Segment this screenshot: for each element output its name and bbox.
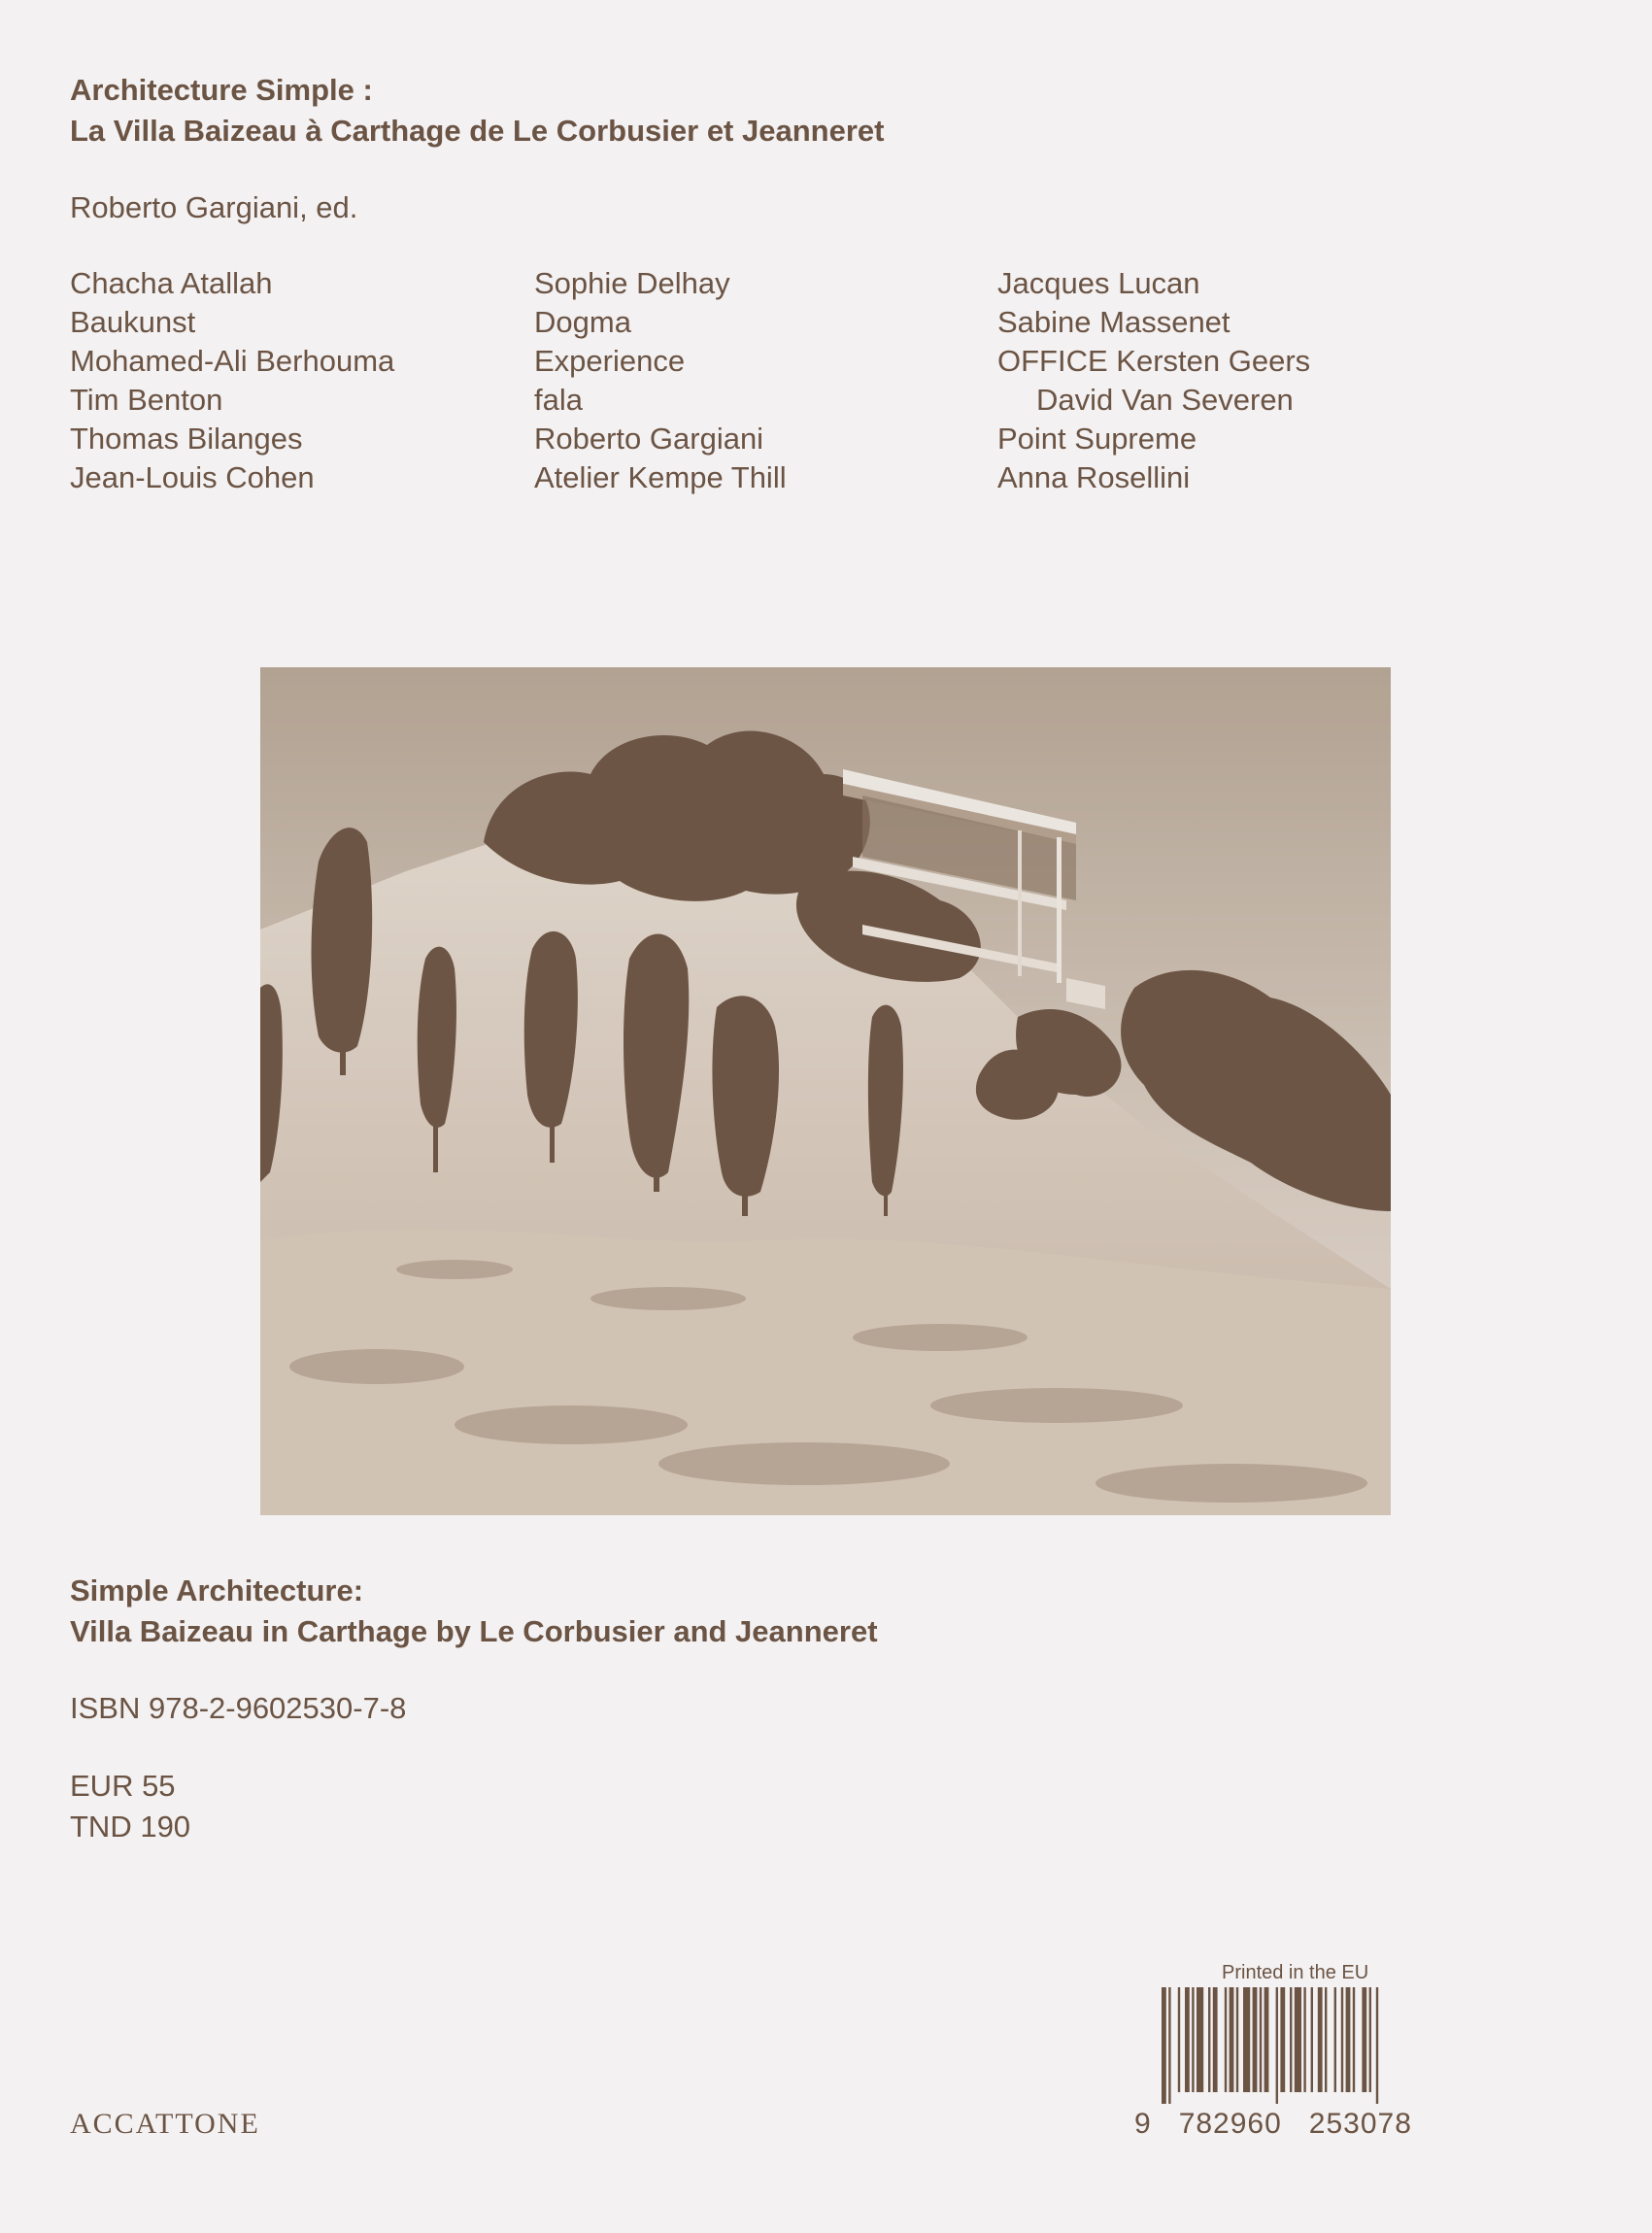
barcode-bar [1253, 1987, 1258, 2092]
contributors-column-2 [534, 264, 787, 497]
editor-credit: Roberto Gargiani, ed. [70, 190, 358, 224]
barcode-bar [1208, 1987, 1210, 2092]
barcode-bar [1168, 1987, 1170, 2104]
barcode-bar [1236, 1987, 1238, 2092]
barcode-bar [1376, 1987, 1378, 2104]
english-title-line2: Villa Baizeau in Carthage by Le Corbusier and Jeanneret [70, 1614, 878, 1648]
price-eur: EUR 55 [70, 1769, 176, 1803]
barcode-bar [1185, 1987, 1190, 2092]
contributor-name: Chacha Atallah [70, 266, 273, 300]
contributor-name: Anna Rosellini [997, 460, 1191, 494]
barcode-bar [1311, 1987, 1313, 2092]
barcode-bar [1225, 1987, 1227, 2092]
french-title-line2: La Villa Baizeau à Carthage de Le Corbusier et Jeanneret [70, 114, 885, 148]
contributor-name: Experience [534, 344, 686, 378]
contributor-name: Point Supreme [997, 422, 1197, 456]
barcode-bar [1369, 1987, 1371, 2092]
publisher-logo: ACCATTONE [70, 2108, 260, 2140]
english-title [70, 1571, 878, 1652]
contributor-name: Thomas Bilanges [70, 422, 303, 456]
contributor-name: Sabine Massenet [997, 305, 1231, 339]
barcode-bar [1197, 1987, 1203, 2092]
contributor-name: Atelier Kempe Thill [534, 460, 787, 494]
barcode-bar [1276, 1987, 1278, 2104]
french-title-line1: Architecture Simple : [70, 73, 373, 107]
barcode-bar [1290, 1987, 1292, 2092]
contributor-name: David Van Severen [1036, 383, 1294, 417]
barcode-bar [1162, 1987, 1166, 2104]
contributor-name: Roberto Gargiani [534, 422, 764, 456]
contributor-name: Tim Benton [70, 383, 223, 417]
contributor-name: Dogma [534, 305, 631, 339]
barcode-bar [1362, 1987, 1366, 2092]
barcode-bar [1325, 1987, 1327, 2092]
isbn: ISBN 978-2-9602530-7-8 [70, 1691, 407, 1725]
prices [70, 1766, 190, 1847]
barcode-bar [1192, 1987, 1194, 2092]
barcode-bar [1264, 1987, 1269, 2092]
barcode-bar [1353, 1987, 1355, 2092]
contributor-name: Baukunst [70, 305, 196, 339]
villa-photograph [260, 667, 1391, 1515]
barcode-bar [1334, 1987, 1336, 2092]
contributor-name: fala [534, 383, 583, 417]
barcode-bar [1295, 1987, 1301, 2092]
barcode-bar [1346, 1987, 1351, 2092]
english-title-line1: Simple Architecture: [70, 1573, 364, 1607]
contributors-column-1 [70, 264, 394, 497]
price-tnd: TND 190 [70, 1810, 191, 1844]
barcode-bar [1280, 1987, 1285, 2092]
barcode-bar [1318, 1987, 1323, 2092]
barcode-bar [1178, 1987, 1180, 2092]
contributor-name: Mohamed-Ali Berhouma [70, 344, 395, 378]
contributor-name: Sophie Delhay [534, 266, 730, 300]
barcode-bar [1341, 1987, 1343, 2092]
french-title [70, 70, 884, 152]
contributor-name: Jacques Lucan [997, 266, 1200, 300]
barcode-number: 9 782960 253078 [1134, 2108, 1412, 2140]
contributors-column-3 [997, 264, 1310, 497]
contributor-name: Jean-Louis Cohen [70, 460, 315, 494]
printed-in-label: Printed in the EU [1222, 1962, 1369, 1983]
barcode-bar [1230, 1987, 1234, 2092]
barcode-bar [1303, 1987, 1305, 2092]
barcode-bar [1260, 1987, 1262, 2092]
barcode-bar [1243, 1987, 1250, 2092]
barcode-bar [1213, 1987, 1218, 2092]
contributor-name: OFFICE Kersten Geers [997, 344, 1311, 378]
